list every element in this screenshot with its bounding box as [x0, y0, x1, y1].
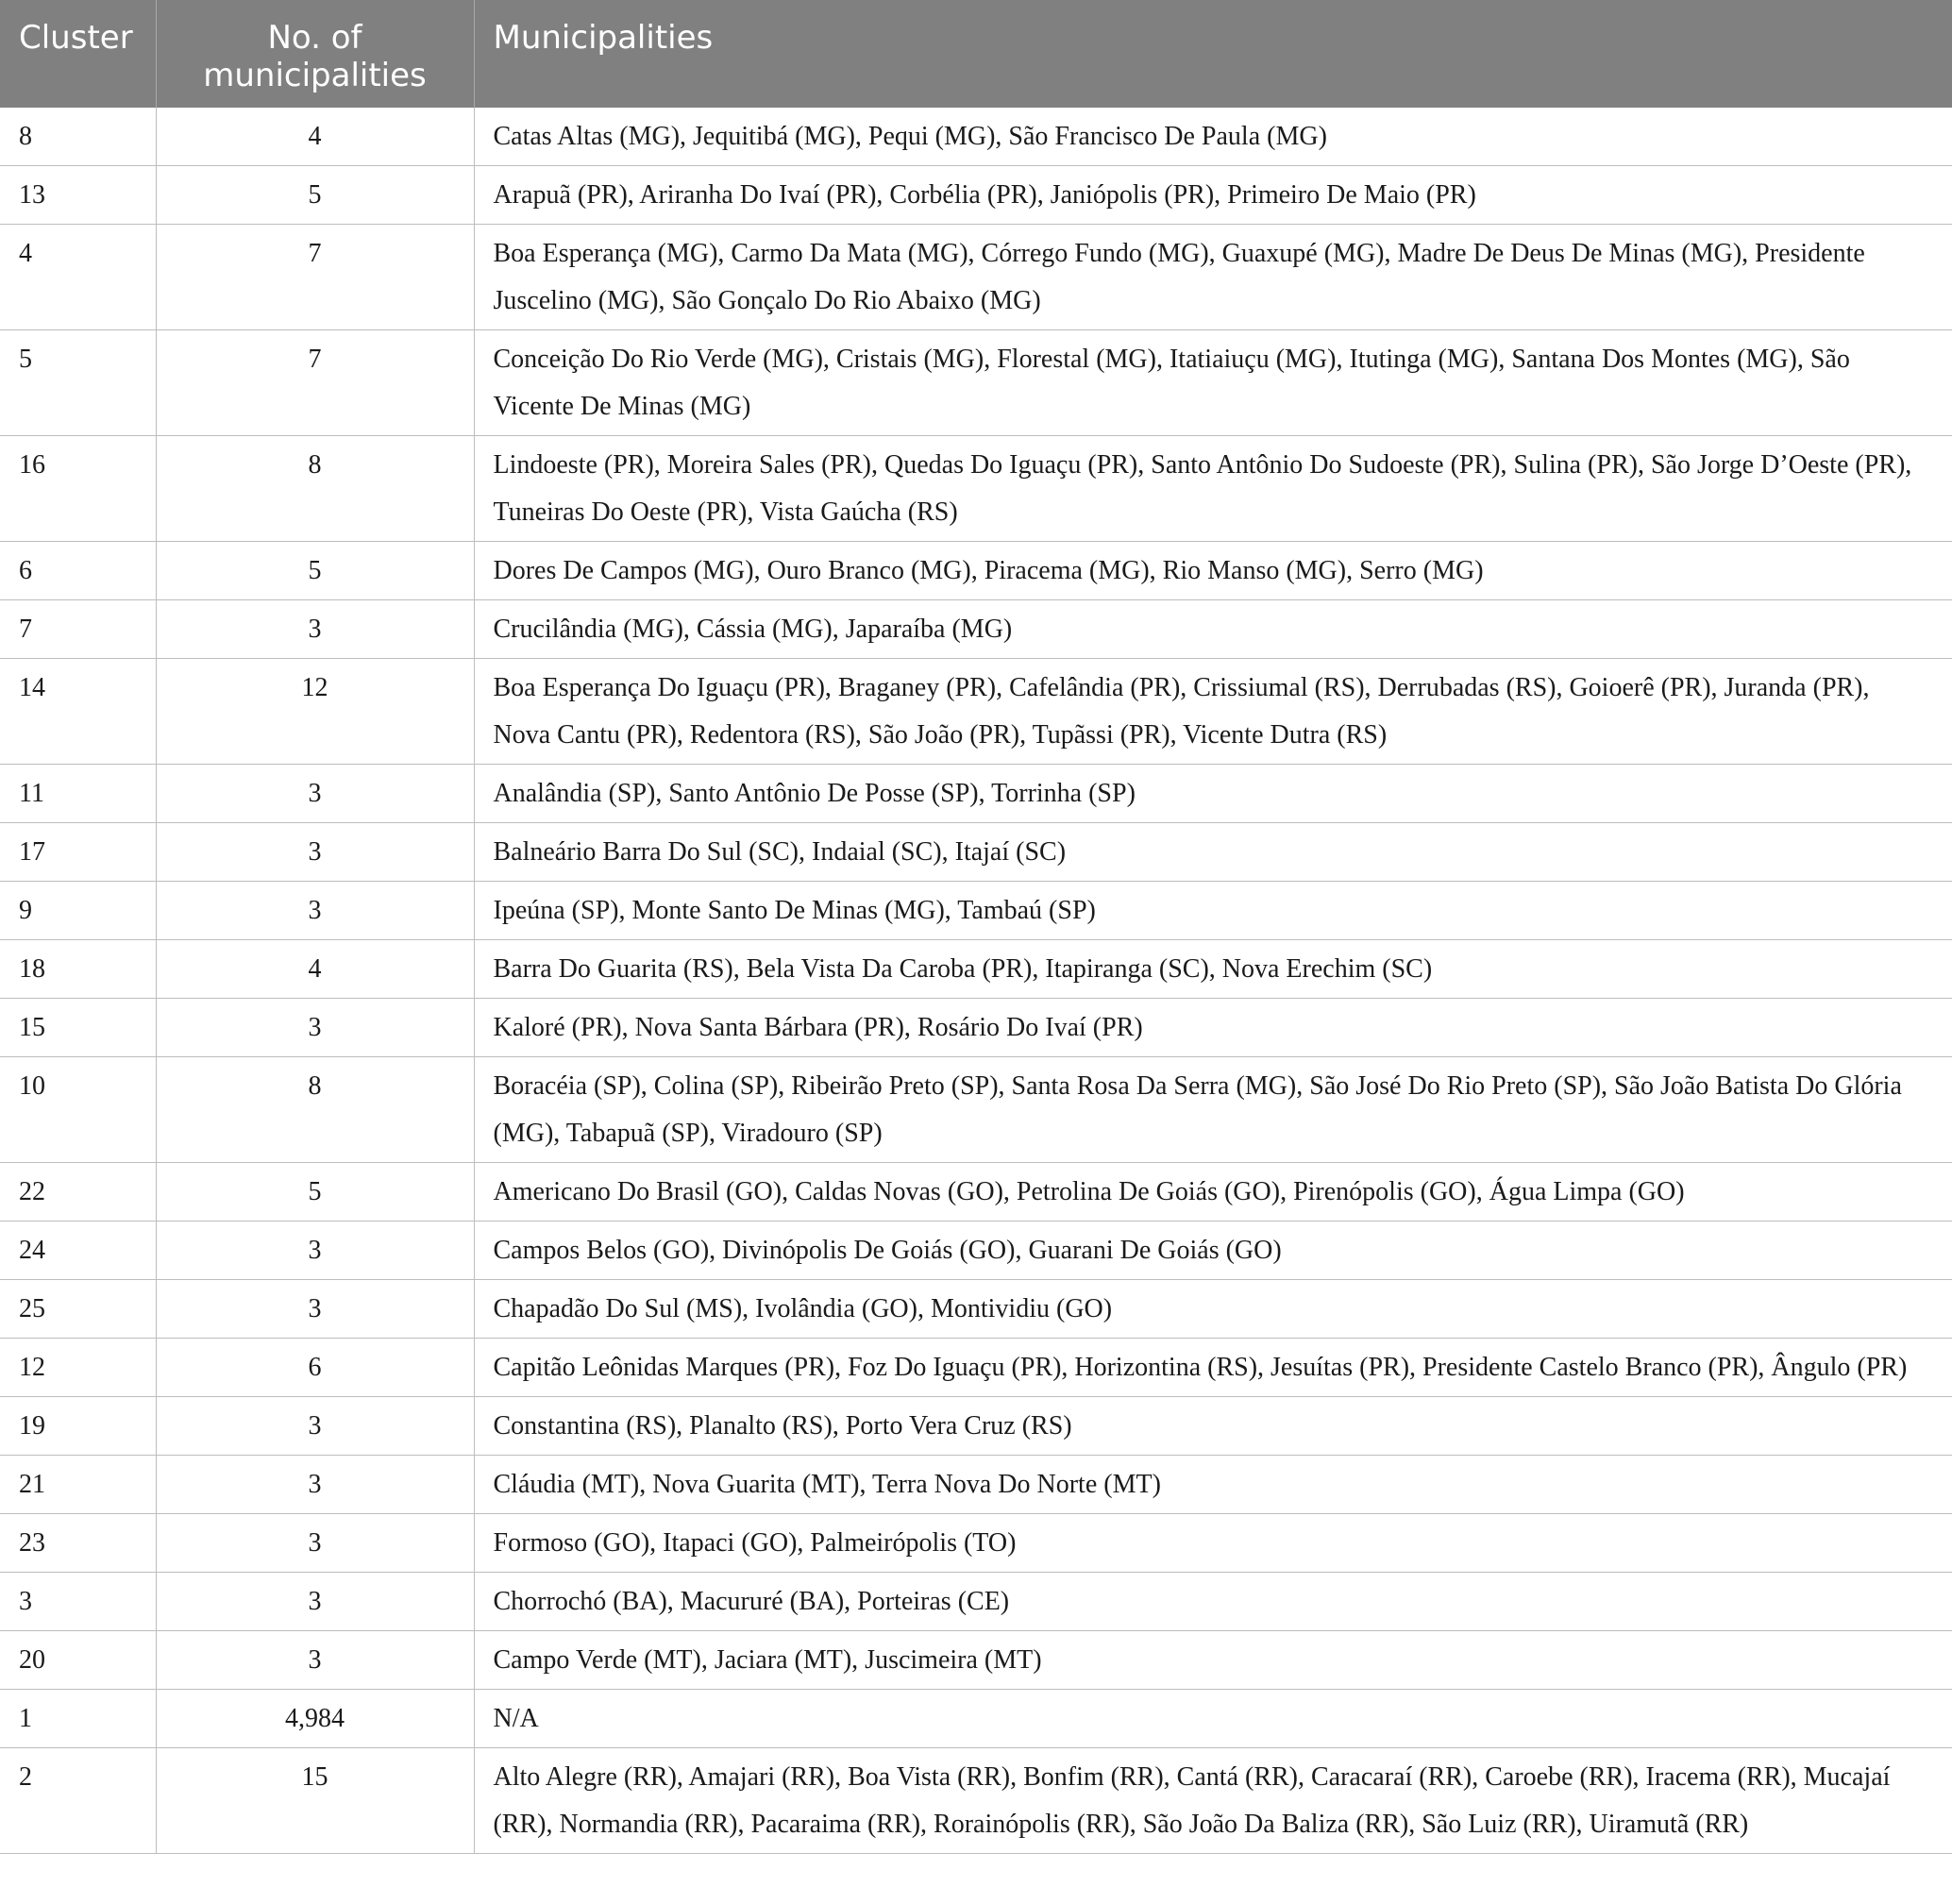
cell-muni: Conceição Do Rio Verde (MG), Cristais (MG), Florestal (MG), Itatiaiuçu (MG), Itutinga (MG), Santana Dos Montes (MG), São Vicente De Minas (MG) [474, 330, 1952, 436]
table-row [0, 108, 1952, 166]
cell-muni: Chapadão Do Sul (MS), Ivolândia (GO), Montividiu (GO) [474, 1280, 1952, 1339]
cell-muni: Campos Belos (GO), Divinópolis De Goiás (GO), Guarani De Goiás (GO) [474, 1222, 1952, 1280]
cell-muni: Formoso (GO), Itapaci (GO), Palmeirópolis (TO) [474, 1514, 1952, 1573]
cell-cluster: 12 [0, 1339, 156, 1397]
table-row [0, 1163, 1952, 1222]
cell-count: 5 [156, 166, 474, 225]
cell-cluster: 3 [0, 1573, 156, 1631]
cell-muni: Kaloré (PR), Nova Santa Bárbara (PR), Rosário Do Ivaí (PR) [474, 999, 1952, 1057]
table-row [0, 1057, 1952, 1163]
cell-muni: Boa Esperança (MG), Carmo Da Mata (MG), Córrego Fundo (MG), Guaxupé (MG), Madre De Deus De Minas (MG), Presidente Juscelino (MG), São Gonçalo Do Rio Abaixo (MG) [474, 225, 1952, 330]
cell-muni: Constantina (RS), Planalto (RS), Porto Vera Cruz (RS) [474, 1397, 1952, 1456]
cell-cluster: 11 [0, 765, 156, 823]
cell-cluster: 8 [0, 108, 156, 166]
cell-muni: Chorrochó (BA), Macururé (BA), Porteiras (CE) [474, 1573, 1952, 1631]
cell-count: 8 [156, 436, 474, 542]
table-row [0, 1631, 1952, 1690]
cell-muni: Barra Do Guarita (RS), Bela Vista Da Caroba (PR), Itapiranga (SC), Nova Erechim (SC) [474, 940, 1952, 999]
table-row [0, 999, 1952, 1057]
cell-cluster: 5 [0, 330, 156, 436]
header-cluster: Cluster [0, 0, 156, 108]
cell-muni: Boracéia (SP), Colina (SP), Ribeirão Preto (SP), Santa Rosa Da Serra (MG), São José Do Rio Preto (SP), São João Batista Do Glória (MG), Tabapuã (SP), Viradouro (SP) [474, 1057, 1952, 1163]
cell-muni: Alto Alegre (RR), Amajari (RR), Boa Vista (RR), Bonfim (RR), Cantá (RR), Caracaraí (RR), Caroebe (RR), Iracema (RR), Mucajaí (RR), Normandia (RR), Pacaraima (RR), Rorainópolis (RR), São João Da Baliza (RR), São Luiz (RR), Uiramutã (RR) [474, 1748, 1952, 1854]
cell-cluster: 2 [0, 1748, 156, 1854]
cell-count: 3 [156, 1514, 474, 1573]
table-row [0, 1514, 1952, 1573]
cell-cluster: 23 [0, 1514, 156, 1573]
table-row [0, 1397, 1952, 1456]
cell-muni: Arapuã (PR), Ariranha Do Ivaí (PR), Corbélia (PR), Janiópolis (PR), Primeiro De Maio (PR) [474, 166, 1952, 225]
table-row [0, 1339, 1952, 1397]
table-row [0, 542, 1952, 600]
cell-cluster: 10 [0, 1057, 156, 1163]
cell-count: 3 [156, 999, 474, 1057]
cell-muni: Cláudia (MT), Nova Guarita (MT), Terra Nova Do Norte (MT) [474, 1456, 1952, 1514]
cell-count: 7 [156, 225, 474, 330]
cell-cluster: 17 [0, 823, 156, 882]
cell-cluster: 19 [0, 1397, 156, 1456]
cell-count: 3 [156, 882, 474, 940]
cell-count: 4 [156, 108, 474, 166]
cell-cluster: 9 [0, 882, 156, 940]
cell-count: 5 [156, 542, 474, 600]
cell-count: 3 [156, 765, 474, 823]
cell-cluster: 16 [0, 436, 156, 542]
cell-muni: Ipeúna (SP), Monte Santo De Minas (MG), Tambaú (SP) [474, 882, 1952, 940]
cell-muni: N/A [474, 1690, 1952, 1748]
cell-cluster: 14 [0, 659, 156, 765]
cell-count: 4 [156, 940, 474, 999]
table-header [0, 0, 1952, 108]
table-row [0, 1690, 1952, 1748]
cell-count: 3 [156, 1573, 474, 1631]
table-row [0, 659, 1952, 765]
table-row [0, 1280, 1952, 1339]
cell-muni: Balneário Barra Do Sul (SC), Indaial (SC), Itajaí (SC) [474, 823, 1952, 882]
cell-count: 3 [156, 1222, 474, 1280]
header-count: No. of municipalities [156, 0, 474, 108]
cell-cluster: 20 [0, 1631, 156, 1690]
cell-count: 8 [156, 1057, 474, 1163]
table-row [0, 330, 1952, 436]
cell-count: 3 [156, 1280, 474, 1339]
cell-count: 12 [156, 659, 474, 765]
cell-muni: Dores De Campos (MG), Ouro Branco (MG), Piracema (MG), Rio Manso (MG), Serro (MG) [474, 542, 1952, 600]
header-row [0, 0, 1952, 108]
table-body [0, 108, 1952, 1854]
cell-cluster: 6 [0, 542, 156, 600]
cell-count: 15 [156, 1748, 474, 1854]
table-row [0, 1222, 1952, 1280]
cell-cluster: 15 [0, 999, 156, 1057]
cell-muni: Boa Esperança Do Iguaçu (PR), Braganey (PR), Cafelândia (PR), Crissiumal (RS), Derrubadas (RS), Goioerê (PR), Juranda (PR), Nova Cantu (PR), Redentora (RS), São João (PR), Tupãssi (PR), Vicente Dutra (RS) [474, 659, 1952, 765]
cell-count: 3 [156, 600, 474, 659]
cell-muni: Analândia (SP), Santo Antônio De Posse (SP), Torrinha (SP) [474, 765, 1952, 823]
cell-cluster: 25 [0, 1280, 156, 1339]
cell-muni: Americano Do Brasil (GO), Caldas Novas (GO), Petrolina De Goiás (GO), Pirenópolis (GO), Água Limpa (GO) [474, 1163, 1952, 1222]
table-row [0, 1748, 1952, 1854]
cell-cluster: 7 [0, 600, 156, 659]
cell-count: 4,984 [156, 1690, 474, 1748]
table-row [0, 765, 1952, 823]
cell-count: 6 [156, 1339, 474, 1397]
cell-cluster: 24 [0, 1222, 156, 1280]
cell-muni: Campo Verde (MT), Jaciara (MT), Juscimeira (MT) [474, 1631, 1952, 1690]
table-row [0, 225, 1952, 330]
table-row [0, 882, 1952, 940]
cell-muni: Crucilândia (MG), Cássia (MG), Japaraíba (MG) [474, 600, 1952, 659]
cell-muni: Capitão Leônidas Marques (PR), Foz Do Iguaçu (PR), Horizontina (RS), Jesuítas (PR), Presidente Castelo Branco (PR), Ângulo (PR) [474, 1339, 1952, 1397]
cell-count: 3 [156, 1631, 474, 1690]
table-row [0, 436, 1952, 542]
table-row [0, 166, 1952, 225]
cell-cluster: 22 [0, 1163, 156, 1222]
cell-count: 5 [156, 1163, 474, 1222]
cell-cluster: 1 [0, 1690, 156, 1748]
cell-count: 3 [156, 823, 474, 882]
cell-count: 3 [156, 1397, 474, 1456]
cell-cluster: 13 [0, 166, 156, 225]
table-row [0, 600, 1952, 659]
cell-cluster: 4 [0, 225, 156, 330]
cell-muni: Catas Altas (MG), Jequitibá (MG), Pequi (MG), São Francisco De Paula (MG) [474, 108, 1952, 166]
cell-muni: Lindoeste (PR), Moreira Sales (PR), Quedas Do Iguaçu (PR), Santo Antônio Do Sudoeste (PR), Sulina (PR), São Jorge D’Oeste (PR), Tuneiras Do Oeste (PR), Vista Gaúcha (RS) [474, 436, 1952, 542]
header-municipalities: Municipalities [493, 19, 714, 57]
cell-cluster: 21 [0, 1456, 156, 1514]
cell-count: 7 [156, 330, 474, 436]
table-row [0, 823, 1952, 882]
cell-count: 3 [156, 1456, 474, 1514]
table-row [0, 1456, 1952, 1514]
table-row [0, 940, 1952, 999]
table-row [0, 1573, 1952, 1631]
cell-cluster: 18 [0, 940, 156, 999]
